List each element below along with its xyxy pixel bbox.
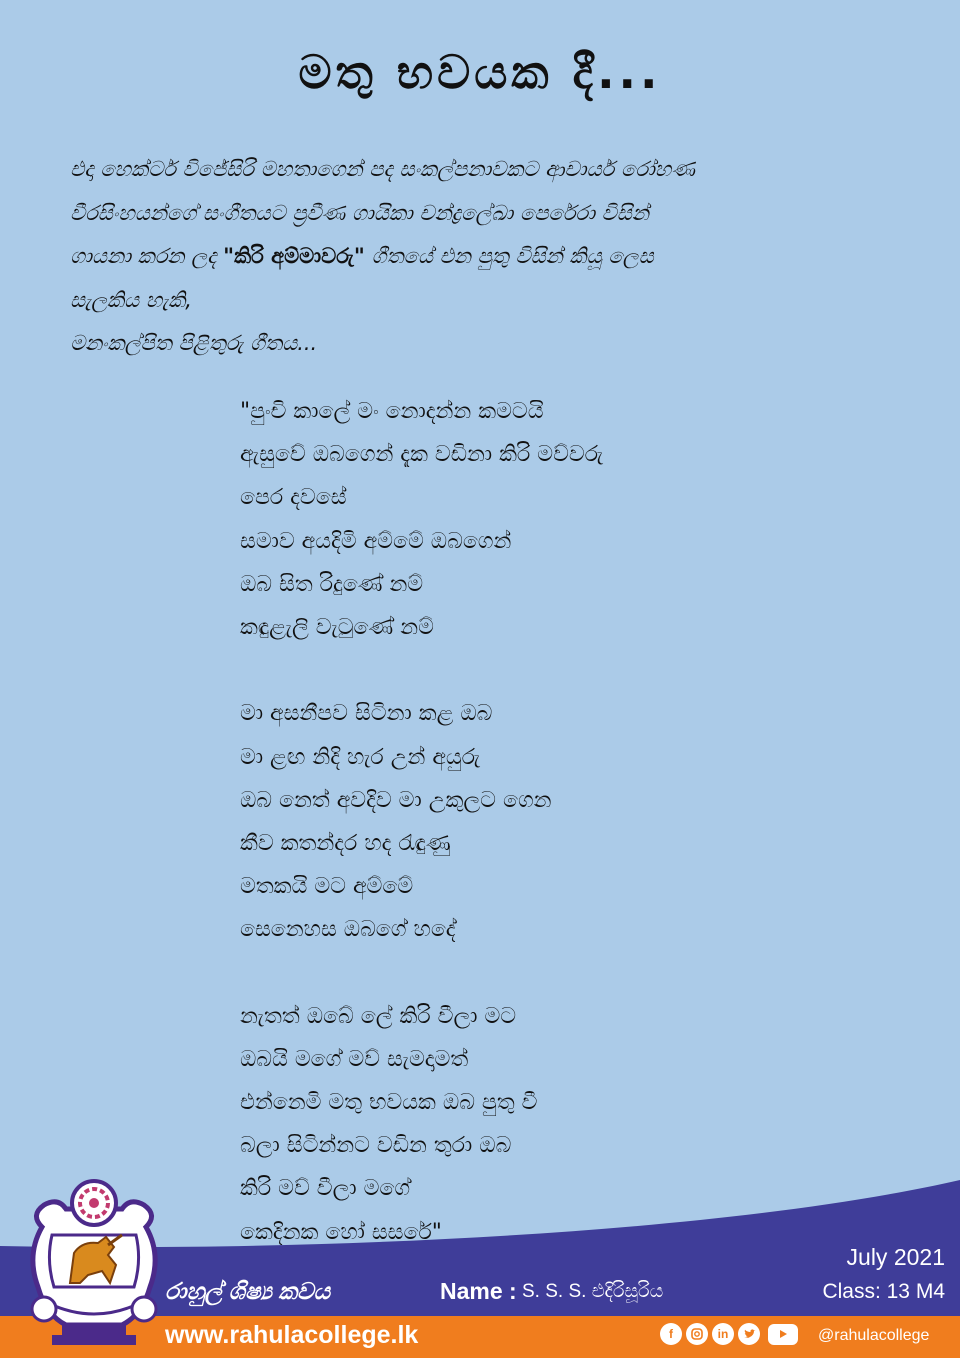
student-name: S. S. S. එදිරිසූරිය bbox=[522, 1281, 664, 1302]
linkedin-icon[interactable]: in bbox=[712, 1323, 734, 1345]
poem-line: බලා සිටින්නට වඩින තුරා ඔබ bbox=[240, 1133, 512, 1159]
poem-body bbox=[240, 390, 800, 1254]
social-links bbox=[660, 1323, 798, 1345]
college-crest bbox=[22, 1175, 166, 1355]
poem-line: ඔබ නෙත් අවදිව මා උකුලට ගෙන bbox=[240, 787, 552, 813]
poem-line: නැතත් ඔබේ ලේ කිරි වීලා මට bbox=[240, 1003, 517, 1029]
song-title: "කිරි අම්මාවරු" bbox=[223, 244, 365, 268]
website-link[interactable]: www.rahulacollege.lk bbox=[165, 1321, 419, 1349]
poem-line: කීව කතන්දර හද රැඳුණු bbox=[240, 830, 451, 856]
college-name: රාහුල් ශිෂ්‍ය කවය bbox=[165, 1278, 331, 1304]
poem-line: මා අසනීපව සිටිනා කළ ඔබ bbox=[240, 701, 493, 727]
poem-line: ඇසුවේ ඔබගෙන් දැක වඩිනා කිරි මව්වරු bbox=[240, 442, 604, 468]
poem-line: ඔබ සිත රිදුණේ නම් bbox=[240, 571, 424, 597]
poem-line: මතකයි මට අම්මේ bbox=[240, 874, 414, 900]
intro-text: ගායනා කරන ලද bbox=[70, 244, 224, 268]
date-label: July 2021 bbox=[846, 1244, 945, 1270]
stanza-gap bbox=[240, 951, 800, 994]
instagram-icon[interactable] bbox=[686, 1323, 708, 1345]
poem-line: මා ළඟ නිදි හැර උන් අයුරු bbox=[240, 744, 481, 770]
intro-line bbox=[70, 235, 920, 279]
youtube-icon[interactable] bbox=[768, 1324, 798, 1345]
poem-line: සමාව අයදිමි අම්මේ ඔබගෙන් bbox=[240, 528, 512, 554]
poem-line: "පුංචි කාලේ මං නොදන්න කමටයි bbox=[240, 399, 544, 424]
poem-line: කිරි මව් වීලා මගේ bbox=[240, 1176, 411, 1202]
poem-line: සෙනෙහස ඔබගේ හදේ bbox=[240, 917, 456, 943]
poem-line: කඳුළැලි වැටුණේ නම් bbox=[240, 614, 434, 640]
poem-line: ඔබයි මගේ මව් සැමදාමත් bbox=[240, 1046, 469, 1072]
intro-paragraph bbox=[70, 148, 920, 366]
poem-title: මතු භවයක දී... bbox=[298, 45, 662, 99]
intro-text: ගීතයේ එන පුතු විසින් කියූ ලෙස bbox=[364, 244, 654, 268]
intro-line: මනංකල්පිත පිළිතුරු ගීතය... bbox=[70, 331, 318, 355]
intro-line: වීරසිංහයන්ගේ සංගීතයට ප්‍රවීණ ගායිකා චන්ද්‍රලේඛා පෙරේරා විසින් bbox=[70, 200, 649, 225]
class-label: Class: 13 M4 bbox=[822, 1280, 945, 1303]
name-label: Name : bbox=[440, 1278, 517, 1304]
stanza-gap bbox=[240, 649, 800, 692]
social-handle[interactable]: @rahulacollege bbox=[818, 1327, 930, 1344]
twitter-icon[interactable] bbox=[738, 1323, 760, 1345]
poem-line: කෙදිනක හෝ සසරේ" bbox=[240, 1219, 442, 1245]
intro-line: සැලකිය හැකි, bbox=[70, 287, 192, 312]
poem-line: පෙර දවසේ bbox=[240, 485, 347, 511]
intro-line: එදා හෙක්ටර් විජේසිරි මහතාගෙන් පද සංකල්පනාවකට ආචාර්ය රෝහණ bbox=[70, 157, 695, 181]
facebook-icon[interactable]: f bbox=[660, 1323, 682, 1345]
poem-line: එන්නෙමි මතු භවයක ඔබ පුතු වී bbox=[240, 1090, 538, 1115]
